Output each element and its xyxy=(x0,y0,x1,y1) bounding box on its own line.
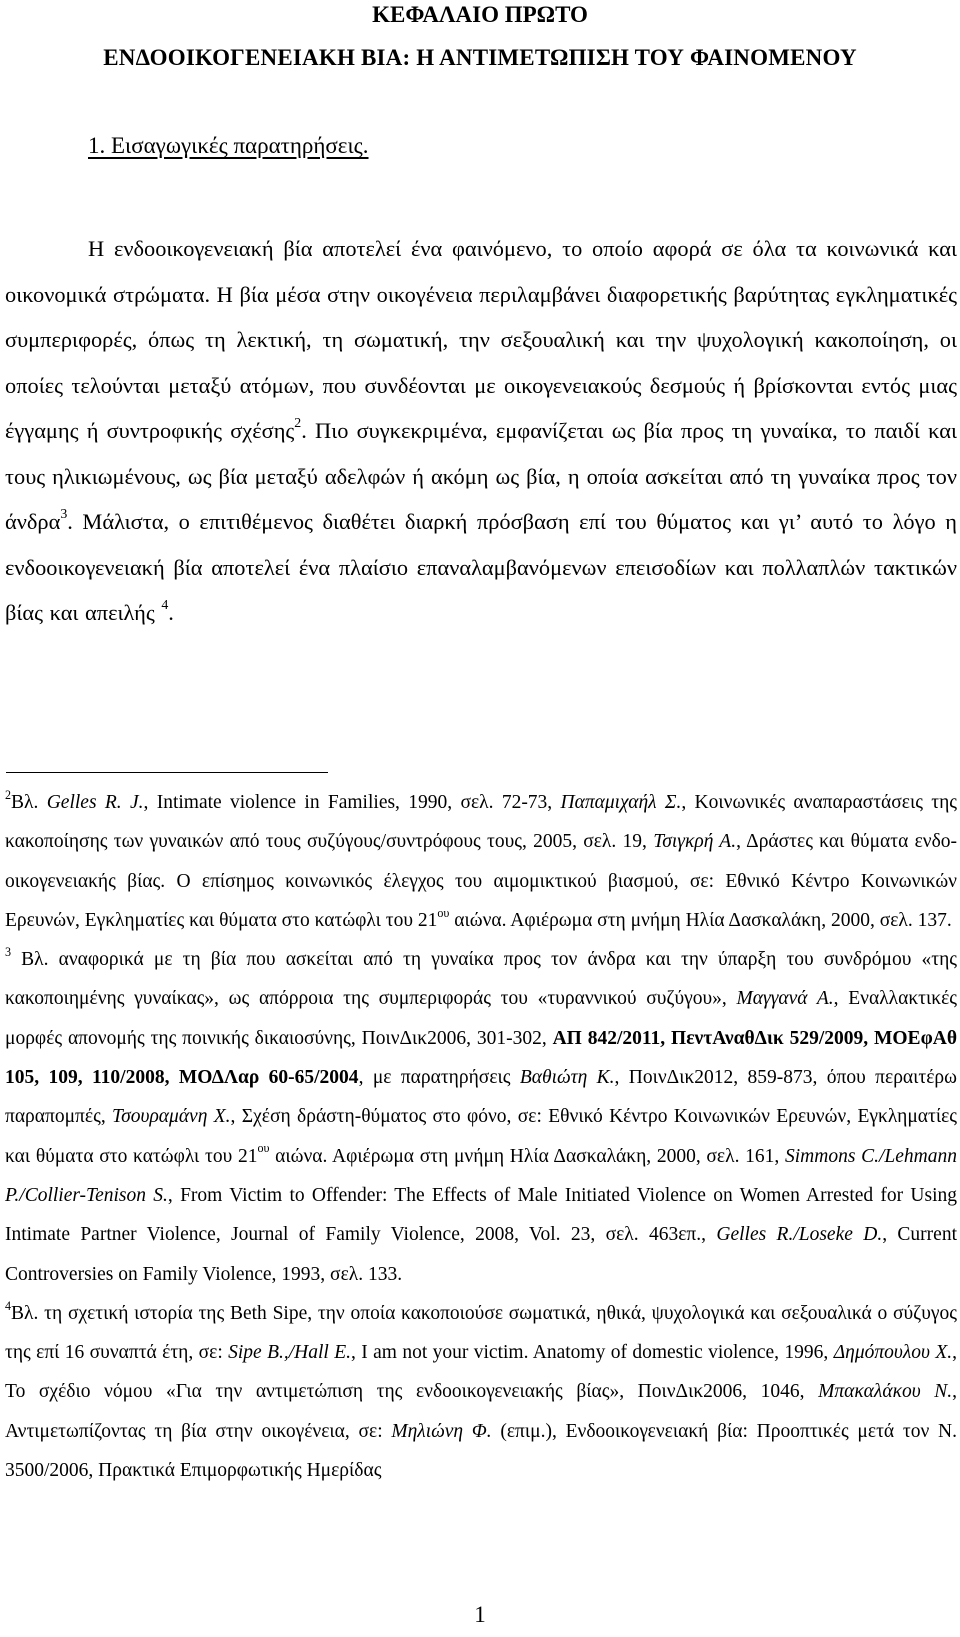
footnote-ref-3: 3 xyxy=(60,507,68,523)
footnote-number: 3 xyxy=(5,944,12,959)
footnote-text: αιώνα. Αφιέρωμα στη μνήμη Ηλία Δασκαλάκη, 2000, σελ. 161, xyxy=(269,1145,785,1167)
chapter-title: ΕΝΔΟΟΙΚΟΓΕΝΕΙΑΚΗ ΒΙΑ: Η ΑΝΤΙΜΕΤΩΠΙΣΗ ΤΟΥ ΦΑΙΝΟΜΕΝΟΥ xyxy=(103,45,857,70)
chapter-label: ΚΕΦΑΛΑΙΟ ΠΡΩΤΟ xyxy=(372,2,588,27)
footnote-author: Gelles R./Loseke D. xyxy=(716,1224,883,1246)
footnote-text: , From Victim to Offender: The Effects of Male Initiated Violence on Women Arrested for Using Intimate Partner Violence, Journal of Family Violence, 2008, Vol. 23, σελ. 463επ., xyxy=(5,1184,958,1246)
footnote-author: Μηλιώνη Φ. xyxy=(391,1420,492,1442)
footnote-number: 2 xyxy=(5,787,12,802)
body-text-part-1: Η ενδοοικογενειακή βία αποτελεί ένα φαινόμενο, το οποίο αφορά σε όλα τα κοινωνικά και οικονομικά στρώματα. Η βία μέσα στην οικογένεια περιλαμβάνει διαφορετικής βαρύτητας εγκληματικές συμπεριφορές, όπως τη λεκτική, τη σωματική, την σεξουαλική και την ψυχολογική κακοποίηση, οι οποίες τελούνται μεταξύ ατόμων, που συνδέονται με οικογενειακούς δεσμούς ή βρίσκονται εντός μιας έγγαμης ή συντροφικής σχέσης xyxy=(5,236,957,443)
footnote-text: , Σχέση δράστη-θύματος στο φόνο, σε: Εθνικό Κέντρο Κοινωνικών Ερευνών, Εγκληματίες και θύματα στο κατώφλι του 21 xyxy=(5,1106,957,1167)
footnote-author: Gelles R. J. xyxy=(46,792,144,813)
footnote-author: Παπαμιχαήλ Σ. xyxy=(560,792,682,813)
footnote-text: , ΠοινΔικ2012, 859-873, όπου περαιτέρω παραπομπές, xyxy=(5,1067,957,1128)
footnote-text: , Αντιμετωπίζοντας τη βία στην οικογένεια, σε: xyxy=(5,1381,957,1442)
footnote-text: , Κοινωνικές αναπαραστάσεις της κακοποίησης των γυναικών από τους συζύγους/συντρόφους τους, 2005, σελ. 19, xyxy=(5,792,957,853)
body-text-part-2: . Πιο συγκεκριμένα, εμφανίζεται ως βία προς τη γυναίκα, το παιδί και τους ηλικιωμένους, ως βία μεταξύ αδελφών ή ακόμη ως βία, η οποία ασκείται από τη γυναίκα προς τον άνδρα xyxy=(5,418,957,534)
body-text-part-3: . Μάλιστα, ο επιτιθέμενος διαθέτει διαρκή πρόσβαση επί του θύματος και γι’ αυτό το λόγο η ενδοοικογενειακή βία αποτελεί ένα πλαίσιο επαναλαμβανόμενων επεισοδίων και πολλαπλών τακτικών βίας και απειλής xyxy=(5,509,957,625)
footnote-text: , Το σχέδιο νόμου «Για την αντιμετώπιση της ενδοοικογενειακής βίας», ΠοινΔικ2006, 1046, xyxy=(5,1342,958,1403)
footnote-case-law: ΑΠ 842/2011, ΠεντΑναθΔικ 529/2009, ΜΟΕφΑθ 105, 109, 110/2008, ΜΟΔΛαρ 60-65/2004 xyxy=(5,1027,957,1089)
ordinal-suffix: ου xyxy=(437,905,450,920)
footnote-number: 4 xyxy=(5,1298,12,1313)
footnote-text: , Intimate violence in Families, 1990, σελ. 72-73, xyxy=(143,792,561,813)
footnote-ref-2: 2 xyxy=(294,416,302,432)
footnote-ref-4: 4 xyxy=(161,598,169,614)
footnote-text: Βλ. αναφορικά με τη βία που ασκείται από τη γυναίκα προς τον άνδρα και την ύπαρξη του συνδρόμου «της κακοποιημένης γυναίκας», ως απόρροια της συμπεριφοράς του «τυραννικού συζύγου», xyxy=(5,949,957,1010)
page-number: 1 xyxy=(474,1602,486,1627)
footnote-text: , Εναλλακτικές μορφές απονομής της ποινικής δικαιοσύνης, ΠοινΔικ2006, 301-302, xyxy=(5,988,957,1049)
footnote-author: Τσιγκρή Α. xyxy=(653,831,737,853)
body-paragraph xyxy=(5,226,957,636)
footnote-4 xyxy=(5,1294,957,1490)
footnote-text: Βλ. xyxy=(11,792,47,813)
footnote-text: αιώνα. Αφιέρωμα στη μνήμη Ηλία Δασκαλάκη, 2000, σελ. 137. xyxy=(449,909,952,931)
body-text-part-4: . xyxy=(168,600,174,625)
footnote-text: , Current Controversies on Family Violence, 1993, σελ. 133. xyxy=(5,1224,957,1285)
footnote-text: Βλ. τη σχετική ιστορία της Beth Sipe, την οποία κακοποιούσε σωματικά, ηθικά, ψυχολογικά και σεξουαλικά ο σύζυγος της επί 16 συναπτά έτη, σε: xyxy=(5,1302,957,1364)
footnote-text: , με παρατηρήσεις xyxy=(358,1067,520,1089)
section-heading: 1. Εισαγωγικές παρατηρήσεις. xyxy=(88,133,369,158)
footnote-author: Τσουραμάνη Χ. xyxy=(112,1106,231,1128)
footnote-author: Μαγγανά Α. xyxy=(736,988,834,1010)
footnotes xyxy=(5,783,957,1490)
footnote-author: Δημόπουλου Χ. xyxy=(833,1342,953,1364)
footnote-author: Μπακαλάκου Ν. xyxy=(818,1381,953,1403)
footnote-author: Βαθιώτη Κ. xyxy=(519,1067,615,1089)
footnote-text: , I am not your victim. Anatomy of domestic violence, 1996, xyxy=(351,1342,834,1364)
footnote-author: Sipe B.,/Hall E. xyxy=(228,1342,352,1364)
footnote-text: (επιμ.), Ενδοοικογενειακή βία: Προοπτικές μετά τον Ν. 3500/2006, Πρακτικά Επιμορφωτικής Ημερίδας xyxy=(5,1420,957,1482)
footnote-3 xyxy=(5,940,957,1294)
footnote-text: , Δράστες και θύματα ενδο-οικογενειακής βίας. Ο επίσημος κοινωνικός έλεγχος του αιμομικτικού βιασμού, σε: Εθνικό Κέντρο Κοινωνικών Ερευνών, Εγκληματίες και θύματα στο κατώφλι του 21 xyxy=(5,831,958,931)
footnote-2 xyxy=(5,783,957,940)
footnote-author: Simmons C./Lehmann P./Collier-Tenison S. xyxy=(5,1145,957,1206)
footnote-separator xyxy=(6,772,328,773)
ordinal-suffix: ου xyxy=(257,1141,270,1156)
